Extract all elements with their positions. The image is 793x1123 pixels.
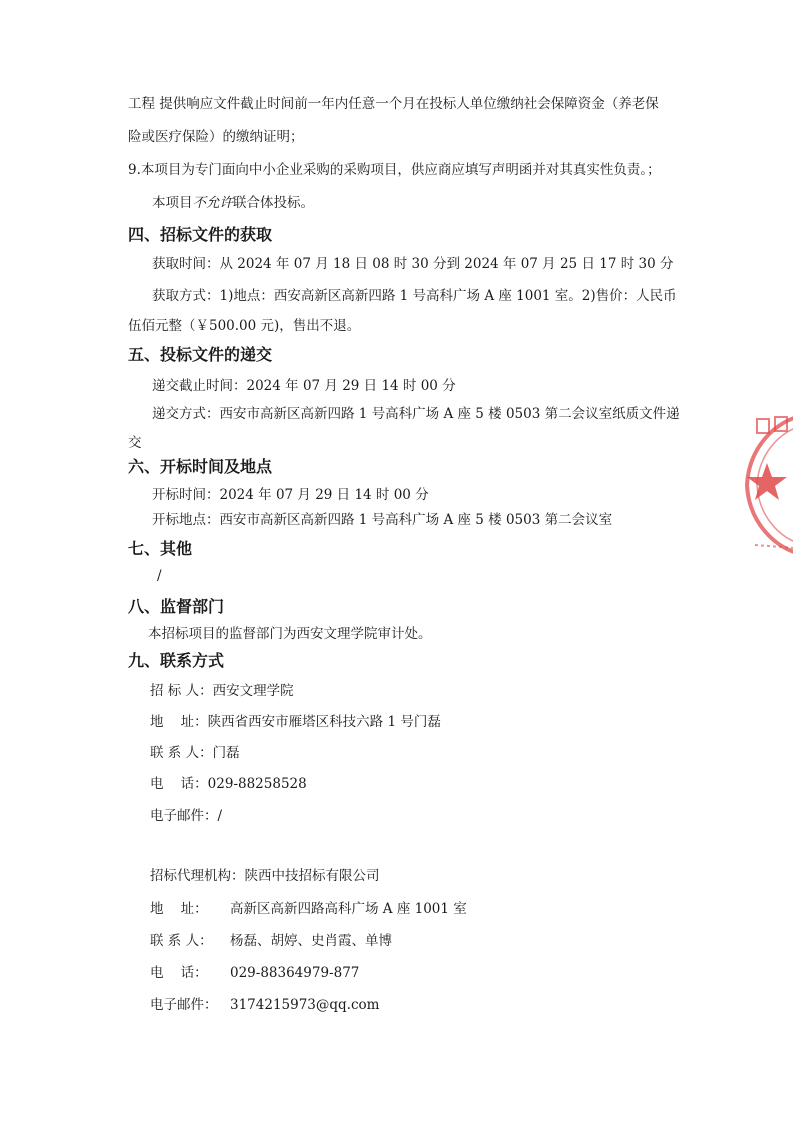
agency-name-row (150, 866, 380, 886)
buyer-email: / (217, 808, 223, 824)
agency-email-label: 电子邮件： (150, 997, 218, 1013)
section-7-title: 七、其他 (128, 539, 193, 558)
acquire-method-cont: 伍佰元整（￥500.00 元)，售出不退。 (128, 318, 361, 334)
buyer-name-row (150, 681, 294, 701)
buyer-phone-row (150, 774, 307, 794)
submit-method-cont: 交 (128, 435, 142, 451)
consortium-suffix: 联合体投标。 (233, 195, 314, 211)
agency-contact-row (150, 931, 392, 951)
other-content: / (157, 568, 162, 584)
agency-address-label: 地 址： (150, 901, 208, 917)
agency-phone-row (150, 963, 359, 983)
buyer-contact-label: 联 系 人： (150, 745, 213, 761)
buyer-contact-row (150, 743, 240, 763)
submit-method: 递交方式：西安市高新区高新四路 1 号高科广场 A 座 5 楼 0503 第二会议室纸质文件递 (152, 406, 680, 422)
buyer-email-label: 电子邮件： (150, 808, 218, 824)
buyer-name-label: 招 标 人： (150, 683, 213, 699)
section-8-title: 八、监督部门 (128, 597, 225, 616)
text-line: 工程 提供响应文件截止时间前一年内任意一个月在投标人单位缴纳社会保障资金（养老保 (128, 96, 659, 112)
buyer-name: 西安文理学院 (212, 683, 294, 699)
section-4-title: 四、招标文件的获取 (128, 225, 273, 244)
buyer-phone-label: 电 话： (150, 776, 208, 792)
text-line: 险或医疗保险）的缴纳证明； (128, 129, 304, 145)
agency-name-label: 招标代理机构： (150, 868, 245, 884)
consortium-prefix: 本项目 (152, 195, 193, 211)
agency-address-row (150, 899, 467, 919)
buyer-phone: 029-88258528 (207, 776, 307, 792)
buyer-email-row (150, 806, 222, 826)
agency-email: 3174215973@qq.com (230, 997, 380, 1013)
agency-contact: 杨磊、胡婷、史肖霞、单博 (230, 933, 392, 949)
buyer-address-label: 地 址： (150, 714, 208, 730)
item-9: 9.本项目为专门面向中小企业采购的采购项目，供应商应填写声明函并对其真实性负责。； (128, 162, 661, 178)
section-9-title: 九、联系方式 (128, 651, 225, 670)
submit-deadline: 递交截止时间：2024 年 07 月 29 日 14 时 00 分 (152, 378, 456, 394)
opening-place: 开标地点：西安市高新区高新四路 1 号高科广场 A 座 5 楼 0503 第二会议室 (152, 512, 613, 528)
agency-phone-label: 电 话： (150, 965, 208, 981)
acquire-method: 获取方式：1)地点：西安高新区高新四路 1 号高科广场 A 座 1001 室。2)售价：人民币 (152, 288, 677, 304)
agency-name: 陕西中技招标有限公司 (244, 868, 380, 884)
buyer-address-row (150, 712, 441, 732)
consortium-emphasis: 不允许 (192, 195, 233, 211)
opening-time: 开标时间：2024 年 07 月 29 日 14 时 00 分 (152, 487, 429, 503)
agency-email-row (150, 995, 379, 1015)
supervision-content: 本招标项目的监督部门为西安文理学院审计处。 (148, 626, 432, 642)
consortium-note (152, 193, 314, 213)
section-6-title: 六、开标时间及地点 (128, 457, 273, 476)
buyer-address: 陕西省西安市雁塔区科技六路 1 号门磊 (207, 714, 441, 730)
acquire-time: 获取时间：从 2024 年 07 月 18 日 08 时 30 分到 2024 年 07 月 25 日 17 时 30 分 (152, 256, 674, 272)
agency-phone: 029-88364979-877 (230, 965, 360, 981)
buyer-contact: 门磊 (212, 745, 240, 761)
agency-address: 高新区高新四路高科广场 A 座 1001 室 (230, 901, 467, 917)
agency-contact-label: 联 系 人： (150, 933, 213, 949)
seal-star-icon (735, 405, 793, 565)
section-5-title: 五、投标文件的递交 (128, 345, 273, 364)
